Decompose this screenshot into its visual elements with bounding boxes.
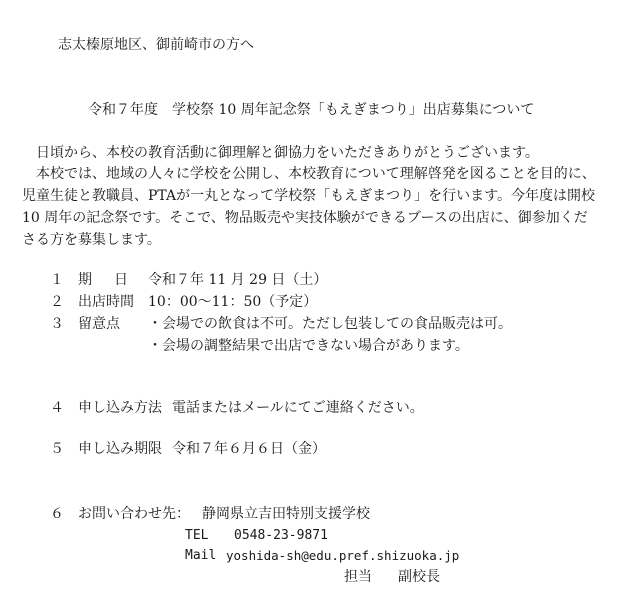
addressee: 志太榛原地区、御前崎市の方へ	[58, 37, 254, 53]
mail-label: Mail	[185, 548, 217, 563]
item-label: 申し込み期限	[78, 441, 162, 457]
item-label: 期 日	[78, 272, 132, 288]
item-note-1: ・会場での飲食は不可。ただし包装しての食品販売は可。	[148, 316, 512, 332]
body-line-3: 児童生徒と教職員、PTAが一丸となって学校祭「もえぎまつり」を行います。今年度は開校	[22, 188, 595, 204]
body-line-5: さる方を募集します。	[22, 232, 161, 248]
person-name: 副校長	[398, 569, 440, 585]
tel-number: 0548-23-9871	[234, 528, 328, 543]
body-line-2: 本校では、地域の人々に学校を公開し、本校教育について理解啓発を図ることを目的に、	[22, 166, 596, 182]
person-role: 担当	[344, 569, 372, 585]
item-number: ６	[50, 506, 64, 522]
item-number: １	[50, 272, 64, 288]
body-line-4: 10 周年の記念祭です。そこで、物品販売や実技体験ができるブースの出店に、御参加くだ	[22, 210, 588, 226]
item-value: 令和７年６月６日（金）	[172, 441, 326, 457]
item-value: 10：00〜11：50（予定）	[148, 294, 318, 310]
item-number: ３	[50, 316, 64, 332]
item-note-2: ・会場の調整結果で出店できない場合があります。	[148, 338, 469, 354]
item-label: 出店時間	[78, 294, 134, 310]
item-label: 留意点	[78, 316, 120, 332]
document-title: 令和７年度 学校祭 10 周年記念祭「もえぎまつり」出店募集について	[88, 102, 535, 118]
body-line-1: 日頃から、本校の教育活動に御理解と御協力をいただきありがとうございます。	[22, 145, 539, 161]
item-number: ５	[50, 441, 64, 457]
item-value: 電話またはメールにてご連絡ください。	[172, 400, 424, 416]
tel-label: TEL	[185, 528, 209, 543]
item-label: お問い合わせ先：	[78, 506, 190, 522]
item-label: 申し込み方法	[78, 400, 162, 416]
item-number: ４	[50, 400, 64, 416]
mail-address: yoshida-sh@edu.pref.shizuoka.jp	[226, 548, 460, 563]
item-number: ２	[50, 294, 64, 310]
item-value: 令和７年 11 月 29 日（土）	[148, 272, 328, 288]
item-value: 静岡県立吉田特別支援学校	[202, 506, 370, 522]
